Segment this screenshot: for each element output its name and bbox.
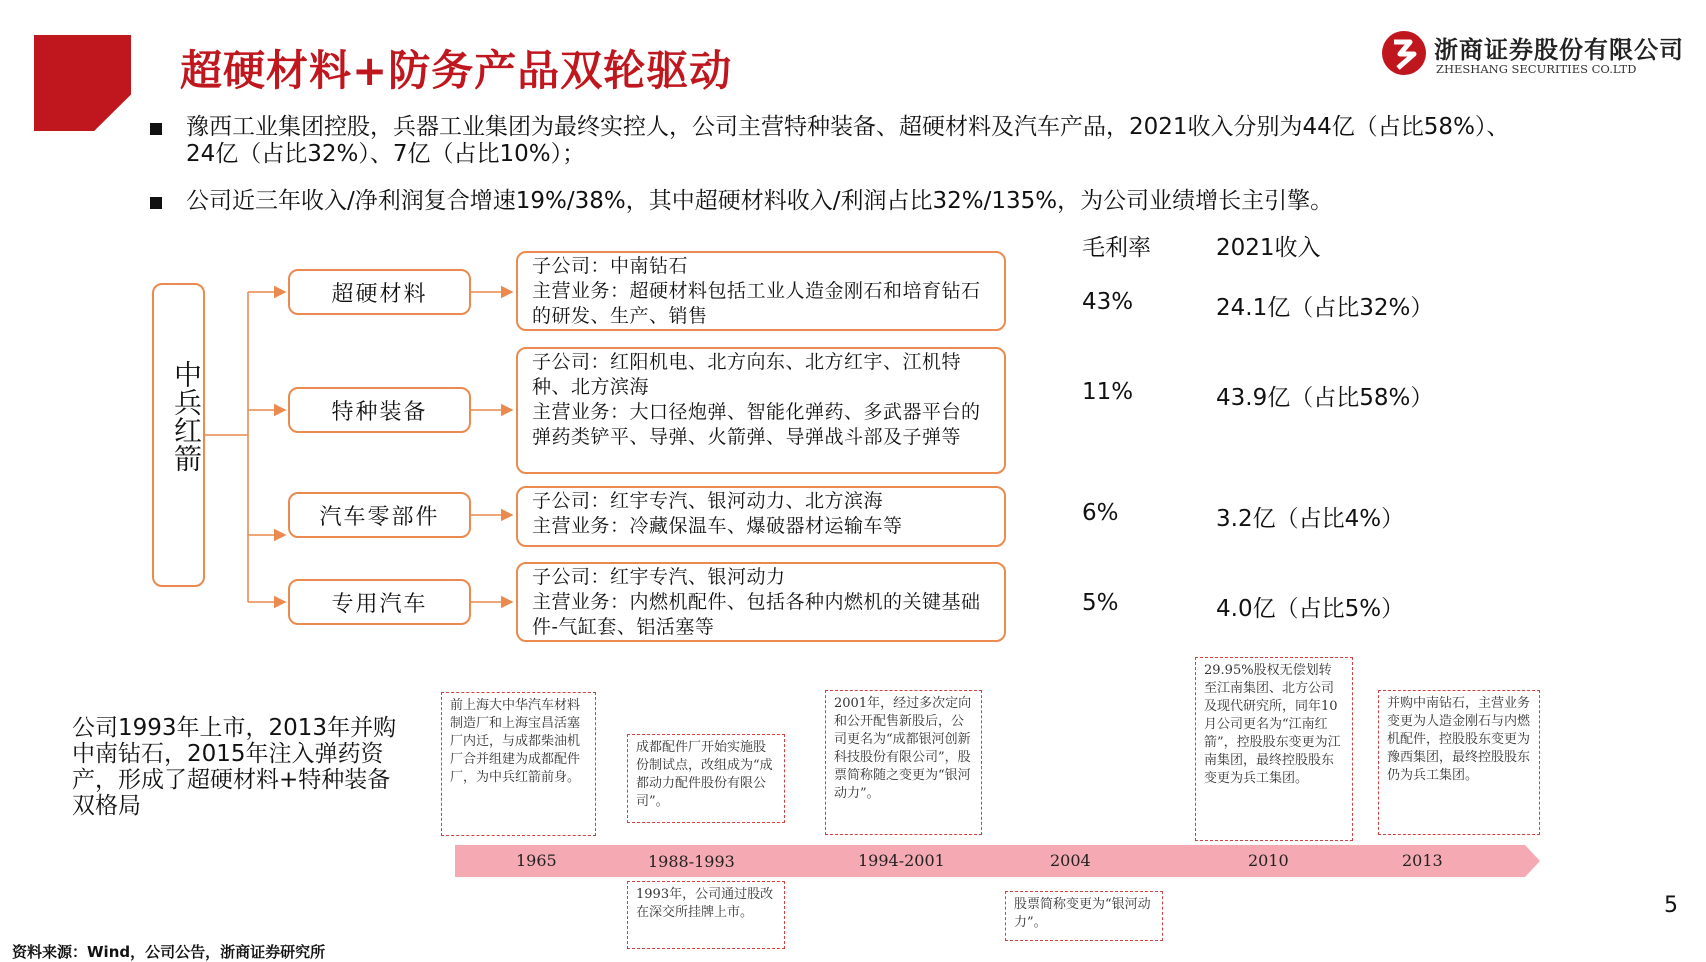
segment-box-auto-parts: 汽车零部件 <box>288 492 471 538</box>
segment-desc-special-equipment: 子公司：红阳机电、北方向东、北方红宇、江机特种、北方滨海 主营业务：大口径炮弹、智能化弹药、多武器平台的弹药类铲平、导弹、火箭弹、导弹战斗部及子弹等 <box>516 347 1006 474</box>
page-number: 5 <box>1664 893 1678 918</box>
segment-box-special-vehicle: 专用汽车 <box>288 579 471 625</box>
timeline-year: 1994-2001 <box>858 851 945 870</box>
timeline-note-1994: 2001年，经过多次定向和公开配售新股后，公司更名为“成都银河创新科技股份有限公司”，股票简称随之变更为“银河动力”。 <box>825 690 982 835</box>
timeline-note-2013: 并购中南钻石，主营业务变更为人造金刚石与内燃机配件，控股股东变更为豫西集团，最终控股股东仍为兵工集团。 <box>1378 690 1540 835</box>
timeline-year: 2013 <box>1402 851 1443 870</box>
timeline-note-1965: 前上海大中华汽车材料制造厂和上海宝昌活塞厂内迁，与成都柴油机厂合并组建为成都配件厂，为中兵红箭前身。 <box>441 692 596 836</box>
timeline-year: 1988-1993 <box>648 852 735 871</box>
margin-value: 6% <box>1082 500 1119 526</box>
segment-desc-special-vehicle: 子公司：红宇专汽、银河动力 主营业务：内燃机配件、包括各种内燃机的关键基础件-气缸套、铝活塞等 <box>516 562 1006 642</box>
revenue-value: 3.2亿（占比4%） <box>1216 506 1405 532</box>
revenue-value: 24.1亿（占比32%） <box>1216 295 1434 321</box>
segment-desc-superhard: 子公司：中南钻石 主营业务：超硬材料包括工业人造金刚石和培育钻石的研发、生产、销售 <box>516 251 1006 331</box>
margin-value: 5% <box>1082 590 1119 616</box>
timeline-band <box>455 845 1540 877</box>
timeline-note-1993-listing: 1993年，公司通过股改在深交所挂牌上市。 <box>627 881 785 949</box>
revenue-value: 43.9亿（占比58%） <box>1216 385 1434 411</box>
segment-box-superhard: 超硬材料 <box>288 269 471 315</box>
margin-value: 43% <box>1082 289 1134 315</box>
timeline-note-2010: 29.95%股权无偿划转至江南集团、北方公司及现代研究所，同年10月公司更名为“江南红箭”，控股股东变更为江南集团，最终控股股东变更为兵工集团。 <box>1195 657 1353 841</box>
timeline-year: 1965 <box>516 851 557 870</box>
logo-english-name: ZHESHANG SECURITIES CO.LTD <box>1436 62 1637 76</box>
timeline-note-2004: 股票简称变更为“银河动力”。 <box>1005 891 1163 941</box>
bullet-text: 豫西工业集团控股，兵器工业集团为最终实控人，公司主营特种装备、超硬材料及汽车产品，2021收入分别为44亿（占比58%）、24亿（占比32%）、7亿（占比10%）； <box>186 114 1510 167</box>
column-header-margin: 毛利率 <box>1082 235 1151 261</box>
segment-box-special-equipment: 特种装备 <box>288 387 471 433</box>
revenue-value: 4.0亿（占比5%） <box>1216 596 1405 622</box>
bullet-text: 公司近三年收入/净利润复合增速19%/38%，其中超硬材料收入/利润占比32%/135%，为公司业绩增长主引擎。 <box>186 188 1334 214</box>
page-title: 超硬材料+防务产品双轮驱动 <box>180 46 733 95</box>
timeline-year: 2004 <box>1050 851 1091 870</box>
logo-chinese-name: 浙商证券股份有限公司 <box>1434 36 1684 64</box>
timeline-year: 2010 <box>1248 851 1289 870</box>
margin-value: 11% <box>1082 379 1134 405</box>
history-summary: 公司1993年上市，2013年并购中南钻石，2015年注入弹药资产，形成了超硬材料+特种装备双格局 <box>72 715 397 819</box>
source-note: 资料来源：Wind，公司公告，浙商证券研究所 <box>12 943 326 961</box>
column-header-revenue: 2021收入 <box>1216 235 1321 261</box>
segment-desc-auto-parts: 子公司：红宇专汽、银河动力、北方滨海 主营业务：冷藏保温车、爆破器材运输车等 <box>516 486 1006 547</box>
timeline-note-1988: 成都配件厂开始实施股份制试点，改组成为“成都动力配件股份有限公司”。 <box>627 734 785 823</box>
root-company-label: 中兵红箭 <box>170 360 203 472</box>
